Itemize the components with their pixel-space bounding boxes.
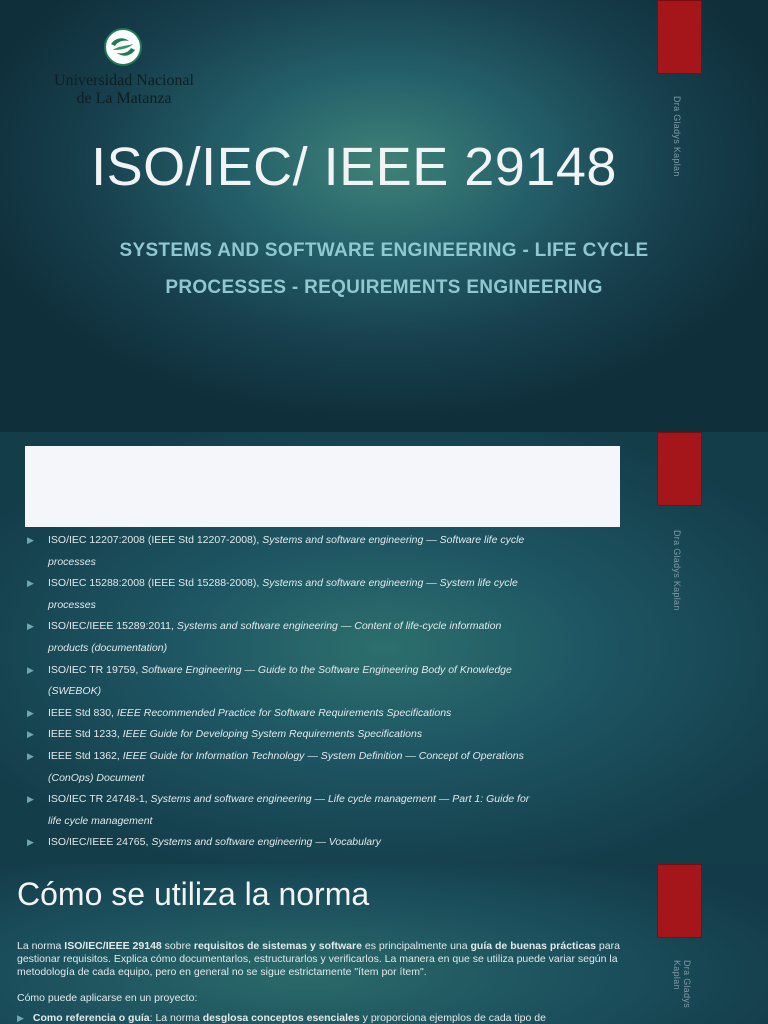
- red-tab-decoration: [657, 432, 702, 506]
- slide-section-title: Cómo se utiliza la norma: [17, 876, 370, 912]
- university-logo-icon: [104, 28, 142, 66]
- bullet-arrow-icon: ▶: [27, 707, 34, 718]
- slide-references: [0, 432, 768, 864]
- reference-item: ▶ ISO/IEC/IEEE 24765, Systems and software engineering — Vocabulary: [24, 832, 644, 854]
- bullet-arrow-icon: ▶: [27, 664, 34, 675]
- bullet-arrow-icon: ▶: [27, 837, 34, 848]
- reference-item: ▶ IEEE Std 830, IEEE Recommended Practice for Software Requirements Specifications: [24, 703, 644, 725]
- bullet-arrow-icon: ▶: [27, 794, 34, 805]
- reference-item-continuation: life cycle management: [48, 814, 153, 827]
- reference-item-continuation: processes: [48, 598, 96, 611]
- red-tab-decoration: [657, 864, 702, 938]
- reference-item: ▶ ISO/IEC 12207:2008 (IEEE Std 12207-2008), Systems and software engineering — Software life cycle: [24, 530, 644, 552]
- reference-item-continuation: processes: [48, 555, 96, 568]
- usage-lead-text: Cómo puede aplicarse en un proyecto:: [17, 992, 198, 1004]
- reference-item: ▶ ISO/IEC TR 19759, Software Engineering — Guide to the Software Engineering Body of Knowledge: [24, 660, 644, 682]
- red-tab-decoration: [657, 0, 702, 74]
- slide-usage: [0, 864, 768, 1024]
- reference-item-continuation: (SWEBOK): [48, 685, 102, 698]
- author-credit: Dra Gladys Kaplan: [672, 530, 682, 611]
- reference-item-continuation: (ConOps) Document: [48, 771, 145, 784]
- reference-item: ▶ ISO/IEC/IEEE 15289:2011, Systems and software engineering — Content of life-cycle information: [24, 616, 644, 638]
- bullet-arrow-icon: ▶: [27, 621, 34, 632]
- reference-list: [24, 530, 644, 854]
- bullet-arrow-icon: ▶: [27, 750, 34, 761]
- reference-item: ▶ IEEE Std 1233, IEEE Guide for Developing System Requirements Specifications: [24, 724, 644, 746]
- reference-item: ▶ IEEE Std 1362, IEEE Guide for Information Technology — System Definition — Concept of Operations: [24, 746, 644, 768]
- reference-item: ▶ ISO/IEC TR 24748-1, Systems and software engineering — Life cycle management — Part 1: Guide for: [24, 789, 644, 811]
- author-credit: Dra Gladys Kaplan: [672, 960, 692, 1009]
- bullet-arrow-icon: ▶: [27, 578, 34, 589]
- bullet-arrow-icon: ▶: [27, 535, 34, 545]
- bullet-arrow-icon: ▶: [27, 729, 34, 740]
- slide-subtitle: SYSTEMS AND SOFTWARE ENGINEERING - LIFE CYCLE PROCESSES - REQUIREMENTS ENGINEERING: [119, 240, 649, 298]
- slide-main-title: ISO/IEC/ IEEE 29148: [91, 137, 617, 197]
- author-credit: Dra Gladys Kaplan: [672, 96, 682, 177]
- intro-paragraph: La norma ISO/IEC/IEEE 29148 sobre requisitos de sistemas y software es principalmente una guía de buenas prácticas para gestionar requisitos. Explica cómo documentarlos, estructurarlos y verificarlos. La manera en que se utiliza puede variar según la metodología de cada equipo, pero en general no se sigue estrictamente "ítem por ítem".: [17, 940, 620, 978]
- usage-bullet: ▶ Como referencia o guía: La norma desglosa conceptos esenciales y proporciona ejemplos de cada tipo de: [17, 1012, 546, 1024]
- blank-title-box: [25, 446, 620, 527]
- reference-item-continuation: products (documentation): [48, 641, 168, 654]
- university-name: Universidad Nacional de La Matanza: [54, 72, 194, 107]
- reference-item: ▶ ISO/IEC 15288:2008 (IEEE Std 15288-2008), Systems and software engineering — System life cycle: [24, 573, 644, 595]
- slide-title: [0, 0, 768, 432]
- bullet-arrow-icon: ▶: [17, 1013, 24, 1023]
